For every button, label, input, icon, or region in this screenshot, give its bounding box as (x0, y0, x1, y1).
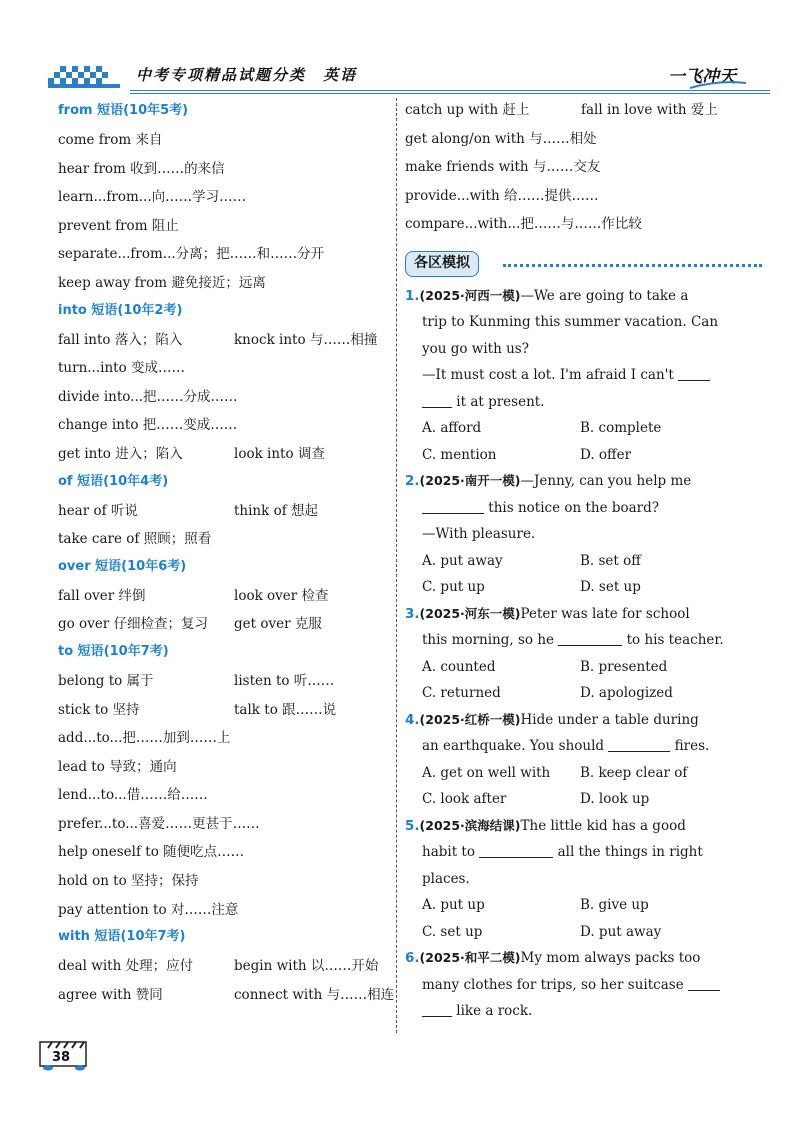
question-text: fires. (670, 738, 710, 755)
question-source: (2025·滨海结课) (419, 817, 521, 833)
phrase-row (58, 155, 393, 184)
phrase-row (58, 867, 393, 896)
section-exam-count: (10年5考) (123, 103, 189, 118)
phrase-row (58, 838, 393, 867)
section-title: from 短语 (58, 103, 124, 118)
phrase-row (58, 269, 393, 298)
question-line (405, 601, 770, 628)
phrase-item: come from 来自 (58, 132, 163, 148)
option-choice: A. get on well with (422, 764, 551, 781)
question-line (405, 627, 770, 654)
right-column (405, 96, 770, 1025)
phrase-row (58, 411, 393, 440)
section-exam-count: (10年6考) (121, 558, 187, 574)
banner-dotted-line (503, 264, 762, 267)
option-choice: D. offer (580, 446, 632, 463)
header-rule (130, 90, 770, 91)
question-text: you go with us? (422, 340, 529, 357)
phrase-item: hold on to 坚持；保持 (58, 873, 199, 890)
section-exam-count: (10年7考) (120, 929, 186, 945)
question-number: 2. (405, 473, 420, 490)
question-source: (2025·南开一模) (419, 473, 521, 489)
checker-logo-icon (48, 60, 120, 90)
phrase-item: hear of 听说 (58, 502, 138, 519)
phrase-item: help oneself to 随便吃点…… (58, 844, 245, 861)
option-choice: B. give up (580, 897, 649, 914)
book-title: 中考专项精品试题分类 英语 (136, 66, 358, 84)
phrase-item: listen to 听…… (234, 672, 335, 689)
option-choice: C. put up (422, 579, 485, 596)
question-text: this notice on the board? (484, 499, 660, 516)
phrase-row (58, 240, 393, 269)
phrase-item: prevent from 阻止 (58, 217, 179, 234)
question-source: (2025·和平二模) (419, 950, 521, 966)
phrase-item: stick to 坚持 (58, 701, 140, 718)
section-title: over 短语 (58, 558, 122, 574)
question-text: this morning, so he (422, 632, 555, 649)
option-choice: A. afford (422, 420, 482, 437)
phrase-list-continued (405, 96, 770, 239)
phrase-row (58, 753, 393, 782)
phrase-row (58, 610, 393, 639)
question-item (405, 601, 770, 707)
phrase-item: keep away from 避免接近；远离 (58, 274, 266, 291)
phrase-row (405, 182, 770, 211)
phrase-item: fall into 落入；陷入 (58, 331, 183, 348)
phrase-item: change into 把……变成…… (58, 417, 238, 434)
section-heading (58, 471, 393, 497)
question-text: to his teacher. (622, 632, 724, 649)
phrase-item: take care of 照顾；照看 (58, 531, 212, 548)
question-item (405, 813, 770, 946)
question-text: all the things in right (553, 844, 703, 861)
phrase-item: turn...into 变成…… (58, 360, 185, 377)
option-row (405, 919, 770, 946)
phrase-row (58, 183, 393, 212)
phrase-item: divide into...把……分成…… (58, 388, 238, 405)
option-choice: A. put up (422, 897, 485, 914)
phrase-item: agree with 赞同 (58, 986, 163, 1003)
question-line (405, 309, 770, 336)
phrase-item: talk to 跟……说 (234, 701, 337, 718)
left-column (58, 98, 393, 1009)
phrase-row (58, 383, 393, 412)
answer-blank (479, 844, 553, 858)
option-choice: D. apologized (580, 685, 673, 702)
section-title: of 短语 (58, 473, 104, 489)
phrase-row (58, 354, 393, 383)
option-choice: A. counted (422, 658, 496, 675)
phrase-item: get into 进入；陷入 (58, 445, 183, 462)
phrase-row (58, 667, 393, 696)
section-title: with 短语 (58, 929, 121, 945)
phrase-item: learn...from...向……学习…… (58, 189, 247, 206)
question-text: habit to (422, 844, 475, 861)
phrase-row (58, 497, 393, 526)
question-list (405, 283, 770, 1025)
question-text: —It must cost a lot. I'm afraid I can't (422, 367, 674, 384)
section-heading (58, 641, 393, 667)
phrase-item: add...to...把……加到……上 (58, 730, 231, 747)
phrase-row (58, 781, 393, 810)
question-text: —Jenny, can you help me (520, 473, 692, 490)
phrase-item: belong to 属于 (58, 672, 154, 689)
area-title: 各区模拟 (405, 251, 479, 277)
column-divider (396, 98, 397, 1033)
phrase-item: knock into 与……相撞 (234, 331, 378, 348)
phrase-item: make friends with 与……交友 (405, 159, 601, 176)
area-banner (405, 247, 770, 281)
question-line (405, 389, 770, 416)
section-exam-count: (10年7考) (103, 643, 169, 659)
question-line (405, 521, 770, 548)
section-heading (58, 100, 393, 126)
question-source: (2025·红桥一模) (419, 711, 521, 727)
section-title: to 短语 (58, 643, 104, 659)
question-text: trip to Kunming this summer vacation. Can (422, 314, 719, 331)
question-item (405, 945, 770, 1025)
question-line (405, 495, 770, 522)
question-line (405, 283, 770, 310)
option-row (405, 442, 770, 469)
brand-logo-text: 一飞冲天 (668, 67, 736, 87)
question-line (405, 813, 770, 840)
question-number: 6. (405, 950, 420, 967)
question-text: like a rock. (452, 1003, 533, 1020)
phrase-row (405, 153, 770, 182)
phrase-item: fall over 绊倒 (58, 587, 146, 604)
question-text: an earthquake. You should (422, 738, 605, 755)
phrase-row (58, 582, 393, 611)
option-choice: D. set up (580, 579, 641, 596)
question-line (405, 707, 770, 734)
header-rule-thin (130, 93, 770, 94)
phrase-item: hear from 收到……的来信 (58, 160, 225, 177)
question-item (405, 707, 770, 813)
phrase-row (58, 952, 393, 981)
phrase-item: fall in love with 爱上 (581, 102, 718, 118)
question-number: 4. (405, 711, 420, 728)
option-choice: A. put away (422, 552, 503, 569)
answer-blank (678, 367, 710, 381)
option-row (405, 786, 770, 813)
question-text: —We are going to take a (520, 287, 689, 304)
phrase-item: lead to 导致；通向 (58, 758, 177, 775)
question-text: My mom always packs too (520, 950, 701, 967)
option-row (405, 415, 770, 442)
option-choice: D. put away (580, 923, 662, 940)
option-choice: C. mention (422, 446, 497, 463)
answer-blank (422, 500, 484, 514)
question-text: many clothes for trips, so her suitcase (422, 976, 684, 993)
phrase-row (405, 125, 770, 154)
question-line (405, 336, 770, 363)
page-header (30, 58, 770, 92)
section-heading (58, 300, 393, 326)
question-source: (2025·河西一模) (419, 287, 521, 303)
phrase-row (58, 326, 393, 355)
phrase-item: lend...to...借……给…… (58, 787, 208, 804)
question-line (405, 839, 770, 866)
question-number: 3. (405, 605, 420, 622)
option-choice: B. presented (580, 658, 668, 675)
phrase-item: begin with 以……开始 (234, 958, 379, 975)
option-choice: C. set up (422, 923, 483, 940)
question-text: Hide under a table during (520, 711, 699, 728)
question-line (405, 362, 770, 389)
phrase-item: provide...with 给……提供…… (405, 187, 599, 204)
question-text: it at present. (452, 393, 545, 410)
phrase-item: look over 检查 (234, 587, 329, 604)
page-number: 38 (52, 1050, 71, 1065)
question-line (405, 866, 770, 893)
phrase-item: separate...from...分离；把……和……分开 (58, 246, 325, 263)
option-row (405, 654, 770, 681)
section-exam-count: (10年4考) (103, 473, 169, 489)
question-text: Peter was late for school (520, 605, 690, 622)
phrase-item: look into 调查 (234, 445, 325, 462)
question-line (405, 998, 770, 1025)
option-row (405, 548, 770, 575)
question-source: (2025·河东一模) (419, 605, 521, 621)
phrase-row (58, 810, 393, 839)
question-number: 1. (405, 287, 420, 304)
phrase-row (58, 696, 393, 725)
question-text: places. (422, 870, 470, 887)
phrase-row (405, 210, 770, 239)
question-item (405, 283, 770, 469)
answer-blank (422, 394, 452, 408)
brand-swoosh-icon (688, 80, 748, 90)
option-choice: B. set off (580, 552, 641, 569)
question-line (405, 733, 770, 760)
question-line (405, 945, 770, 972)
phrase-item: catch up with 赶上 (405, 102, 530, 118)
option-choice: C. look after (422, 791, 507, 808)
question-line (405, 468, 770, 495)
phrase-item: go over 仔细检查；复习 (58, 616, 209, 633)
phrase-item: compare...with...把……与……作比较 (405, 216, 642, 233)
phrase-item: pay attention to 对……注意 (58, 901, 239, 918)
phrase-item: connect with 与……相连 (234, 986, 395, 1003)
question-number: 5. (405, 817, 420, 834)
phrase-row (58, 440, 393, 469)
option-row (405, 892, 770, 919)
phrase-row (58, 724, 393, 753)
option-choice: C. returned (422, 685, 501, 702)
option-row (405, 574, 770, 601)
question-text: —With pleasure. (422, 526, 536, 543)
option-choice: D. look up (580, 791, 650, 808)
answer-blank (608, 738, 670, 752)
question-item (405, 468, 770, 601)
answer-blank (558, 632, 622, 646)
section-exam-count: (10年2考) (117, 302, 183, 318)
phrase-row (405, 96, 770, 125)
section-heading (58, 556, 393, 582)
phrase-item: deal with 处理；应付 (58, 958, 194, 975)
answer-blank (688, 977, 720, 991)
phrase-item: get over 克服 (234, 616, 322, 633)
answer-blank (422, 1003, 452, 1017)
option-row (405, 680, 770, 707)
option-row (405, 760, 770, 787)
phrase-item: get along/on with 与……相处 (405, 130, 597, 147)
option-choice: B. keep clear of (580, 764, 688, 781)
phrase-row (58, 212, 393, 241)
phrase-item: think of 想起 (234, 502, 319, 519)
phrase-row (58, 525, 393, 554)
question-line (405, 972, 770, 999)
phrase-item: prefer...to...喜爱……更甚于…… (58, 815, 260, 832)
option-choice: B. complete (580, 420, 662, 437)
phrase-row (58, 981, 393, 1010)
section-heading (58, 926, 393, 952)
question-text: The little kid has a good (520, 817, 686, 834)
section-title: into 短语 (58, 302, 118, 318)
phrase-row (58, 126, 393, 155)
phrase-row (58, 896, 393, 925)
